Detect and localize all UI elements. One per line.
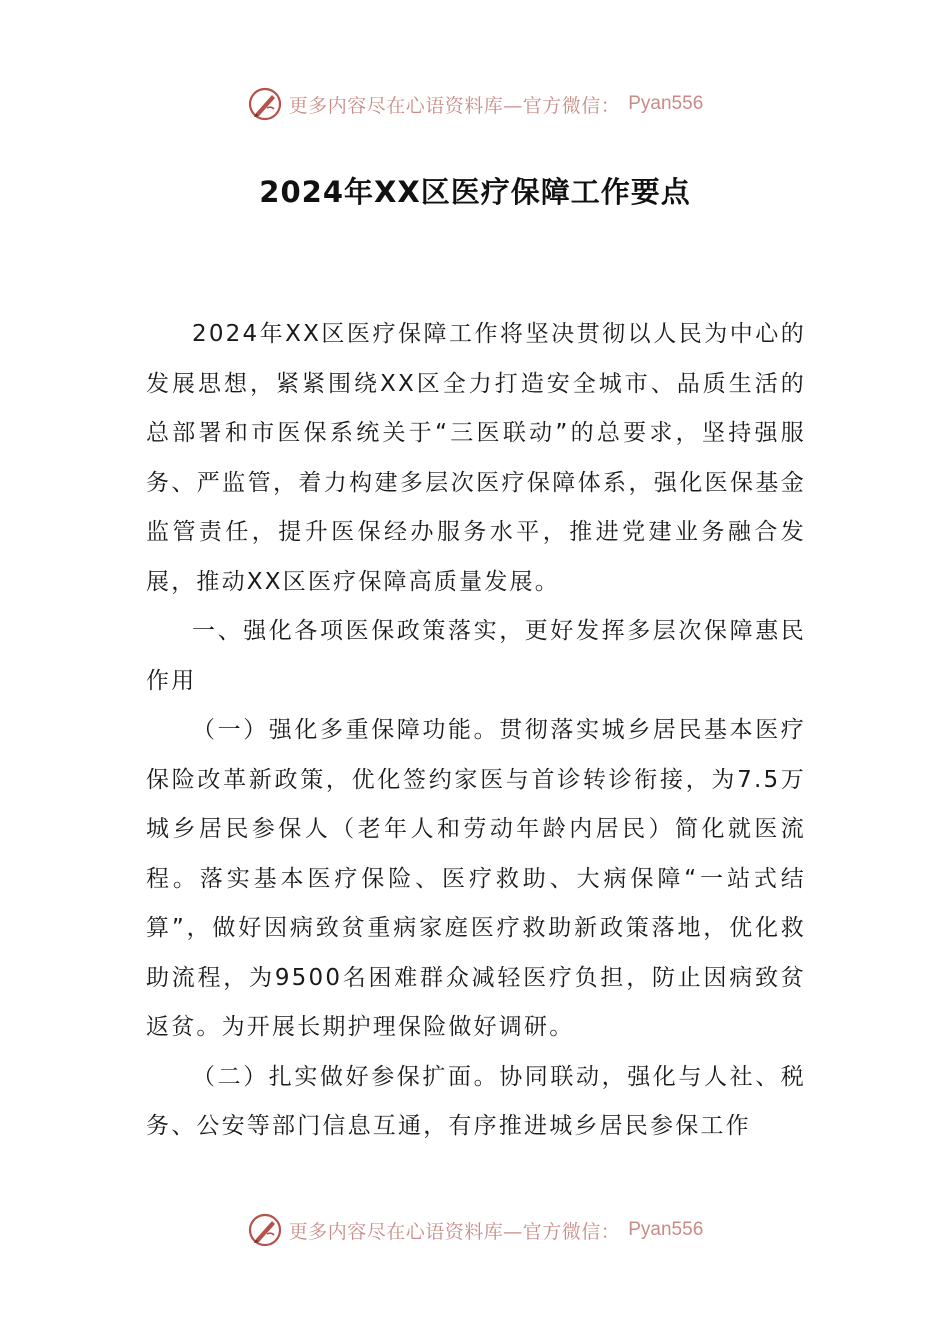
watermark-wechat-id: Pyan556 [628, 93, 704, 114]
pen-logo-icon [247, 86, 283, 122]
watermark-wechat-id: Pyan556 [628, 1219, 704, 1240]
watermark-text: 更多内容尽在心语资料库—官方微信： [288, 94, 621, 117]
document-body [146, 310, 806, 1152]
watermark-text: 更多内容尽在心语资料库—官方微信： [288, 1220, 621, 1243]
document-title: 2024年XX区医疗保障工作要点 [259, 175, 691, 209]
paragraph-intro: 2024年XX区医疗保障工作将坚决贯彻以人民为中心的发展思想，紧紧围绕XX区全力打造安全城市、品质生活的总部署和市医保系统关于“三医联动”的总要求，坚持强服务、严监管，着力构建多层次医疗保障体系，强化医保基金监管责任，提升医保经办服务水平，推进党建业务融合发展，推动XX区医疗保障高质量发展。 [146, 321, 806, 595]
paragraph-subsection-1: （一）强化多重保障功能。贯彻落实城乡居民基本医疗保险改革新政策，优化签约家医与首诊转诊衔接，为7.5万城乡居民参保人（老年人和劳动年龄内居民）简化就医流程。落实基本医疗保险、医疗救助、大病保障“一站式结算”，做好因病致贫重病家庭医疗救助新政策落地，优化救助流程，为9500名困难群众减轻医疗负担，防止因病致贫返贫。为开展长期护理保险做好调研。 [146, 717, 806, 1040]
pen-logo-icon [247, 1212, 283, 1248]
paragraph-subsection-2: （二）扎实做好参保扩面。协同联动，强化与人社、税务、公安等部门信息互通，有序推进城乡居民参保工作 [146, 1063, 806, 1139]
header-watermark [0, 82, 950, 126]
section-heading-1: 一、强化各项医保政策落实，更好发挥多层次保障惠民作用 [146, 618, 806, 694]
footer-watermark [0, 1208, 950, 1252]
